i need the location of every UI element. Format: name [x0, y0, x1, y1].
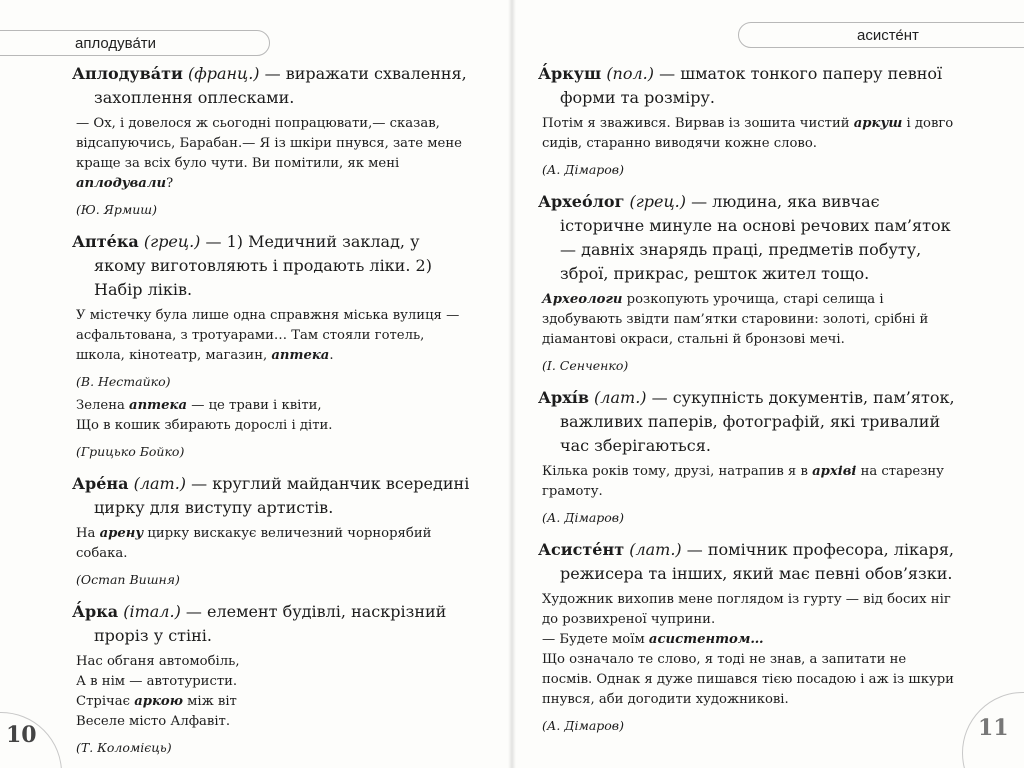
- usage-example: Кілька років тому, друзі, натрапив я в архіві на старезну грамоту.: [542, 464, 944, 499]
- dictionary-entry: [72, 600, 472, 758]
- entry-definition: [538, 190, 958, 286]
- left-column: [72, 62, 472, 768]
- language-origin: (лат.): [629, 540, 682, 559]
- headword: А́рка: [72, 602, 119, 621]
- definition-text: — елемент будівлі, наскрізний проріз у стіні.: [94, 602, 447, 645]
- usage-example: Зелена аптека — це трави і квіти, Що в кошик збирають дорослі і діти.: [76, 398, 333, 433]
- entry-definition: [72, 472, 472, 520]
- dictionary-entry: [538, 386, 958, 528]
- headword: Архео́лог: [538, 192, 625, 211]
- example-source: (В. Нестайко): [76, 374, 171, 389]
- definition-text: — шматок тонкого паперу певної форми та розміру.: [560, 64, 943, 107]
- definition-text: — круглий майданчик всередині цирку для виступу артистів.: [94, 474, 470, 517]
- definition-text: — помічник професора, лікаря, режисера та інших, який має певні обов’язки.: [560, 540, 955, 583]
- language-origin: (пол.): [606, 64, 655, 83]
- dictionary-entry: [538, 62, 958, 180]
- usage-example: Археологи розкопують урочища, старі селища і здобувають звідти пам’ятки старовини: золоті, срібні й діамантові окраси, стальні й бронзові мечі.: [542, 292, 929, 347]
- example-source: (Грицько Бойко): [76, 444, 185, 459]
- definition-text: — людина, яка вивчає історичне минуле на основі речових пам’яток — давніх знарядь праці, предметів побуту, зброї, прикрас, решток жител тощо.: [560, 192, 951, 283]
- usage-example: — Ох, і довелося ж сьогодні попрацювати,— сказав, відсапуючись, Барабан.— Я із шкіри пнувся, зате мене краще за всіх було чути. Ви помітили, як мені аплодували?: [76, 116, 462, 191]
- entry-definition: [72, 600, 472, 648]
- language-origin: (лат.): [133, 474, 187, 493]
- usage-example: У містечку була лише одна справжня міська вулиця — асфальтована, з тротуарами… Там стояли готель, школа, кінотеатр, магазин, аптека.: [76, 308, 460, 363]
- dictionary-entry: [538, 538, 958, 736]
- definition-text: — 1) Медичний заклад, у якому виготовляють і продають ліки. 2) Набір ліків.: [94, 232, 432, 299]
- entry-definition: [538, 538, 958, 586]
- entry-definition: [538, 386, 958, 458]
- example-source: (Ю. Ярмиш): [76, 202, 157, 217]
- usage-example: Нас обганя автомобіль, А в нім — автотуристи. Стрічає аркою між віт Веселе місто Алфавіт.: [76, 654, 240, 729]
- headword: А́ркуш: [538, 64, 602, 83]
- usage-example: Художник вихопив мене поглядом із гурту — від босих ніг до розвихреної чуприни. — Будете моїм асистентом… Що означало те слово, я тоді не знав, а запитати не посмів. Однак я дуже пишався тією посадою і аж із шкури пнувся, аби догодити художникові.: [542, 592, 954, 707]
- headword: Аре́на: [72, 474, 129, 493]
- example-source: (Т. Коломієць): [76, 740, 172, 755]
- example-source: (А. Дімаров): [542, 162, 624, 177]
- language-origin: (грец.): [143, 232, 201, 251]
- dictionary-entry: [72, 230, 472, 462]
- headword: Архі́в: [538, 388, 589, 407]
- language-origin: (італ.): [123, 602, 181, 621]
- dictionary-entry: [538, 190, 958, 376]
- usage-example: Потім я зважився. Вирвав із зошита чистий аркуш і довго сидів, старанно виводячи кожне слово.: [542, 116, 954, 151]
- definition-text: — виражати схвалення, захоплення оплесками.: [94, 64, 467, 107]
- entry-definition: [538, 62, 958, 110]
- headword: Асисте́нт: [538, 540, 625, 559]
- page-number-right: 11: [978, 715, 1009, 741]
- language-origin: (грец.): [629, 192, 686, 211]
- headword: Аплодува́ти: [72, 64, 183, 83]
- running-header-right: асисте́нт: [738, 22, 1024, 48]
- right-page: [512, 0, 1024, 768]
- right-column: [538, 62, 958, 746]
- example-source: (Остап Вишня): [76, 572, 180, 587]
- running-header-left: аплодува́ти: [0, 30, 270, 56]
- definition-text: — сукупність документів, пам’яток, важливих паперів, фотографій, які тривалий час зберігаються.: [560, 388, 955, 455]
- headword: Апте́ка: [72, 232, 139, 251]
- example-source: (А. Дімаров): [542, 510, 624, 525]
- example-source: (І. Сенченко): [542, 358, 629, 373]
- page-number-left: 10: [6, 722, 37, 748]
- usage-example: На арену цирку вискакує величезний чорнорябий собака.: [76, 526, 432, 561]
- example-source: (А. Дімаров): [542, 718, 624, 733]
- language-origin: (франц.): [187, 64, 260, 83]
- dictionary-entry: [72, 472, 472, 590]
- dictionary-entry: [72, 62, 472, 220]
- entry-definition: [72, 62, 472, 110]
- language-origin: (лат.): [594, 388, 647, 407]
- entry-definition: [72, 230, 472, 302]
